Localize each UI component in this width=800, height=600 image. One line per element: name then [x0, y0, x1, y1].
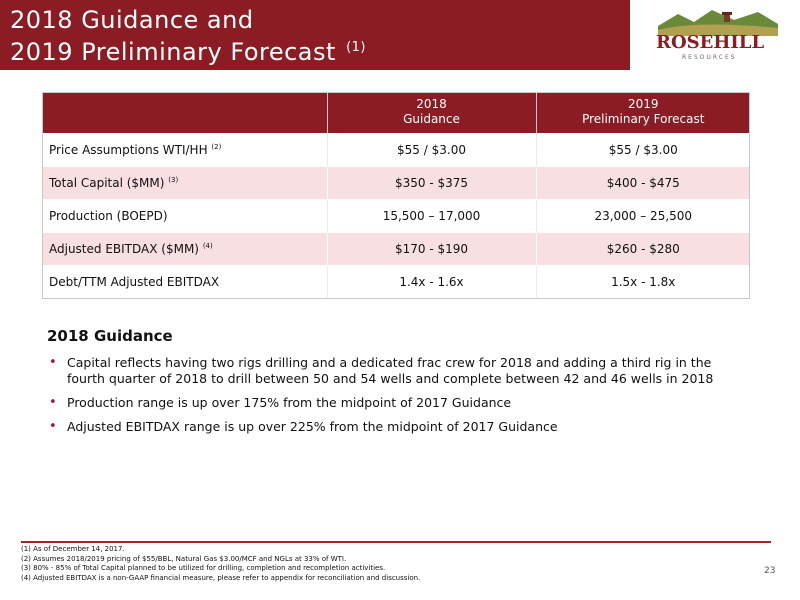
logo-subtext: RESOURCES	[682, 54, 737, 61]
cell-2018: 15,500 – 17,000	[327, 199, 536, 232]
bullet-text: Production range is up over 175% from the midpoint of 2017 Guidance	[67, 395, 512, 410]
row-footnote-ref: (2)	[211, 142, 222, 151]
footer-divider	[21, 541, 771, 543]
table-row	[42, 199, 750, 232]
bullet-text: Adjusted EBITDAX range is up over 225% from the midpoint of 2017 Guidance	[67, 419, 558, 434]
title-line-1: 2018 Guidance and	[10, 6, 254, 34]
footnote: (3) 80% - 85% of Total Capital planned to be utilized for drilling, completion and recompletion activities.	[21, 564, 386, 572]
bullet-icon: •	[49, 419, 57, 434]
bullet-icon: •	[49, 395, 57, 410]
list-item	[47, 355, 752, 387]
row-label	[42, 166, 327, 199]
row-label-text: Debt/TTM Adjusted EBITDAX	[49, 274, 220, 289]
guidance-table	[42, 92, 750, 298]
row-label	[42, 265, 327, 298]
table-header-label	[42, 92, 327, 133]
logo-wordmark: ROSEHILL	[656, 32, 765, 53]
page-number: 23	[764, 566, 776, 576]
table-header-row	[42, 92, 750, 133]
list-item	[47, 395, 752, 411]
table-header-2018	[327, 92, 536, 133]
title-line-2	[10, 34, 570, 66]
cell-2019: 23,000 – 25,500	[536, 199, 750, 232]
section-heading: 2018 Guidance	[47, 327, 173, 345]
cell-2019: 1.5x - 1.8x	[536, 265, 750, 298]
table-row	[42, 166, 750, 199]
cell-2018: 1.4x - 1.6x	[327, 265, 536, 298]
cell-2019: $260 - $280	[536, 232, 750, 265]
table-row	[42, 232, 750, 265]
row-label-text: Total Capital ($MM)	[49, 175, 165, 190]
footnotes	[21, 545, 420, 583]
rosehill-logo-mark	[636, 4, 794, 64]
table-header-2019	[536, 92, 750, 133]
list-item	[47, 419, 752, 435]
footnote: (2) Assumes 2018/2019 pricing of $55/BBL, Natural Gas $3.00/MCF and NGLs at 33% of WTI.	[21, 554, 347, 563]
row-footnote-ref: (3)	[168, 175, 179, 184]
footnote: (4) Adjusted EBITDAX is a non-GAAP financial measure, please refer to appendix for reconciliation and discussion.	[21, 573, 421, 582]
table-row	[42, 265, 750, 298]
footnote: (1) As of December 14, 2017.	[21, 545, 125, 553]
row-footnote-ref: (4)	[202, 241, 213, 250]
table-row	[42, 133, 750, 166]
row-label	[42, 133, 327, 166]
cell-2018: $170 - $190	[327, 232, 536, 265]
rosehill-logo	[630, 0, 800, 70]
bullet-icon: •	[49, 355, 57, 370]
header-2018-year: 2018	[416, 97, 447, 112]
header-2018-sub: Guidance	[403, 112, 460, 127]
cell-2019: $55 / $3.00	[536, 133, 750, 166]
title-footnote-ref: (1)	[346, 40, 366, 55]
row-label-text: Production (BOEPD)	[49, 208, 168, 223]
row-label-text: Price Assumptions WTI/HH	[49, 142, 208, 157]
cell-2018: $55 / $3.00	[327, 133, 536, 166]
title-line-2-text: 2019 Preliminary Forecast	[10, 38, 336, 66]
header-2019-year: 2019	[627, 97, 659, 112]
bullet-list	[47, 355, 752, 443]
row-label	[42, 199, 327, 232]
header-2019-sub: Preliminary Forecast	[582, 112, 705, 127]
cell-2019: $400 - $475	[536, 166, 750, 199]
cell-2018: $350 - $375	[327, 166, 536, 199]
bullet-text: Capital reflects having two rigs drilling and a dedicated frac crew for 2018 and adding a third rig in the fourth quarter of 2018 to drill between 50 and 54 wells and complete between 42 and 46 wells in 2018	[67, 355, 714, 386]
row-label	[42, 232, 327, 265]
row-label-text: Adjusted EBITDAX ($MM)	[49, 241, 199, 256]
page-title	[10, 6, 570, 66]
